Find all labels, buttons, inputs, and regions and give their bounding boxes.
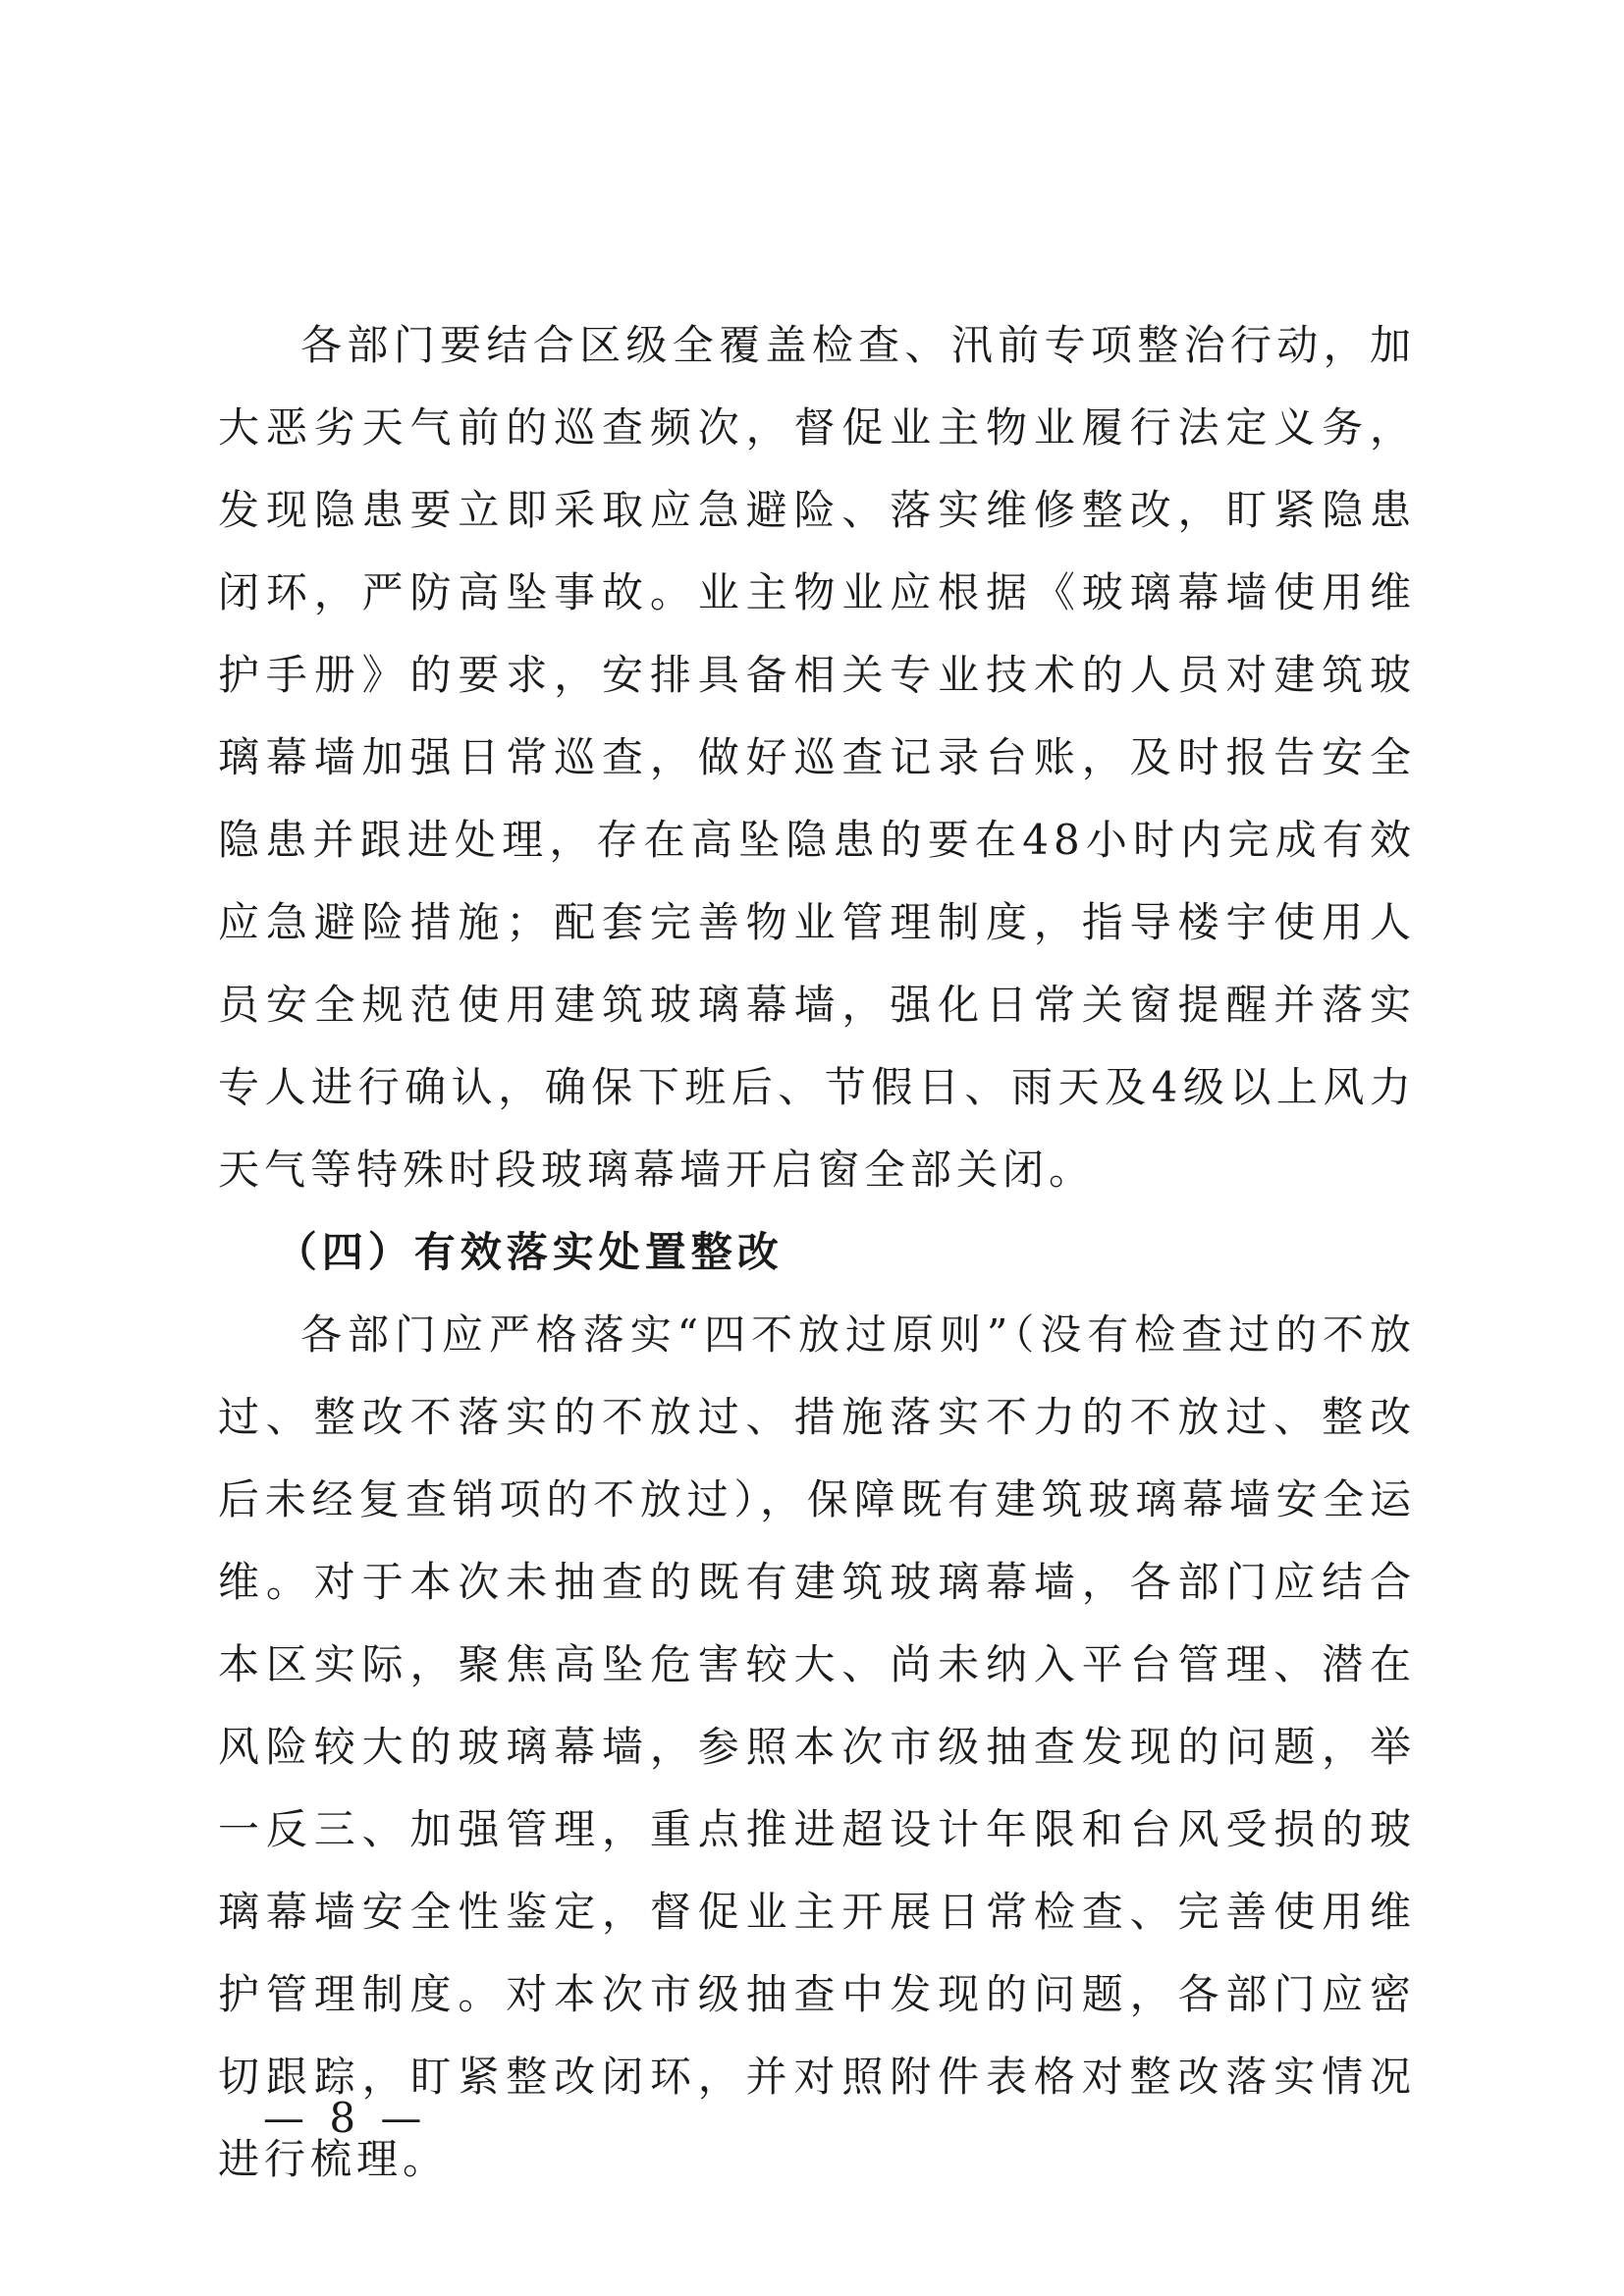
body-paragraph-2: 各部门应严格落实“四不放过原则”（没有检查过的不放过、整改不落实的不放过、措施落实不力的不放过、整改后未经复查销项的不放过），保障既有建筑玻璃幕墙安全运维。对于本次未抽查的既有建筑玻璃幕墙，各部门应结合本区实际，聚焦高坠危害较大、尚未纳入平台管理、潜在风险较大的玻璃幕墙，参照本次市级抽查发现的问题，举一反三、加强管理，重点推进超设计年限和台风受损的玻璃幕墙安全性鉴定，督促业主开展日常检查、完善使用维护管理制度。对本次市级抽查中发现的问题，各部门应密切跟踪，盯紧整改闭环，并对照附件表格对整改落实情况进行梳理。 [218,1310,1416,2183]
section-heading: （四）有效落实处置整改 [275,1228,784,1276]
body-paragraph-1: 各部门要结合区级全覆盖检查、汛前专项整治行动，加大恶劣天气前的巡查频次，督促业主物业履行法定义务，发现隐患要立即采取应急避险、落实维修整改，盯紧隐患闭环，严防高坠事故。业主物业应根据《玻璃幕墙使用维护手册》的要求，安排具备相关专业技术的人员对建筑玻璃幕墙加强日常巡查，做好巡查记录台账，及时报告安全隐患并跟进处理，存在高坠隐患的要在48小时内完成有效应急避险措施；配套完善物业管理制度，指导楼宇使用人员安全规范使用建筑玻璃幕墙，强化日常关窗提醒并落实专人进行确认，确保下班后、节假日、雨天及4级以上风力天气等特殊时段玻璃幕墙开启窗全部关闭。 [218,321,1416,1194]
document-body [218,304,1416,2201]
page-number: — 8 — [263,2094,428,2142]
